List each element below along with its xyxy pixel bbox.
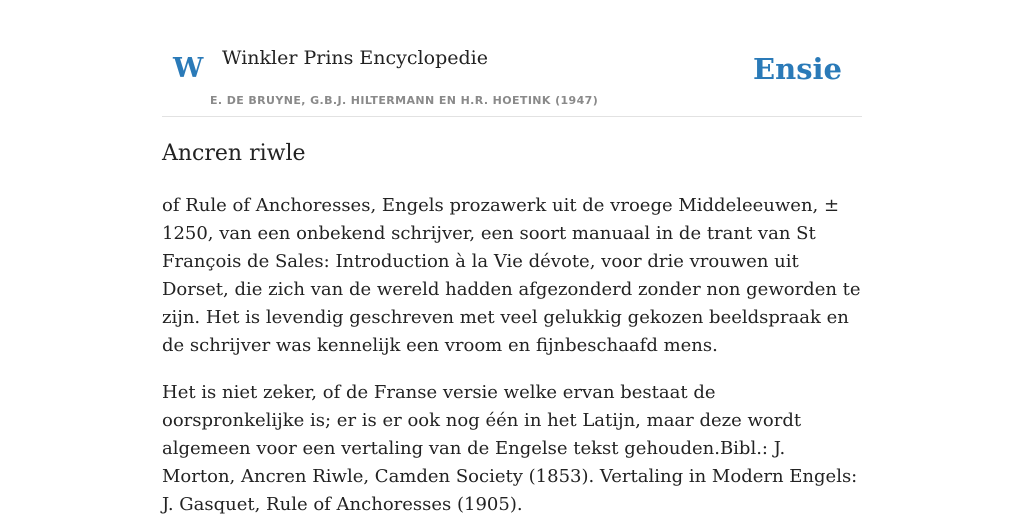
article-content (162, 138, 862, 519)
winkler-prins-logo[interactable]: W (173, 53, 204, 84)
article-paragraph: of Rule of Anchoresses, Engels prozawerk uit de vroege Middeleeuwen, ± 1250, van een onbekend schrijver, een soort manuaal in de trant van St François de Sales: Introduction à la Vie dévote, voor drie vrouwen uit Dorset, die zich van de wereld hadden afgezonderd zonder non geworden te zijn. Het is levendig geschreven met veel gelukkig gekozen beeldspraak en de schrijver was kennelijk een vroom en fijnbeschaafd mens. (162, 195, 861, 356)
ensie-logo[interactable]: Ensie (753, 52, 842, 86)
page-header (162, 0, 862, 117)
article-title: Ancren riwle (162, 141, 306, 166)
publication-title[interactable]: Winkler Prins Encyclopedie (222, 47, 488, 69)
article-paragraph: Het is niet zeker, of de Franse versie welke ervan bestaat de oorspronkelijke is; er is er ook nog één in het Latijn, maar deze wordt algemeen voor een vertaling van de Engelse tekst gehouden.Bibl.: J. Morton, Ancren Riwle, Camden Society (1853). Vertaling in Modern Engels: J. Gasquet, Rule of Anchoresses (1905). (162, 382, 858, 515)
publication-authors: E. DE BRUYNE, G.B.J. HILTERMANN EN H.R. HOETINK (1947) (210, 94, 599, 107)
